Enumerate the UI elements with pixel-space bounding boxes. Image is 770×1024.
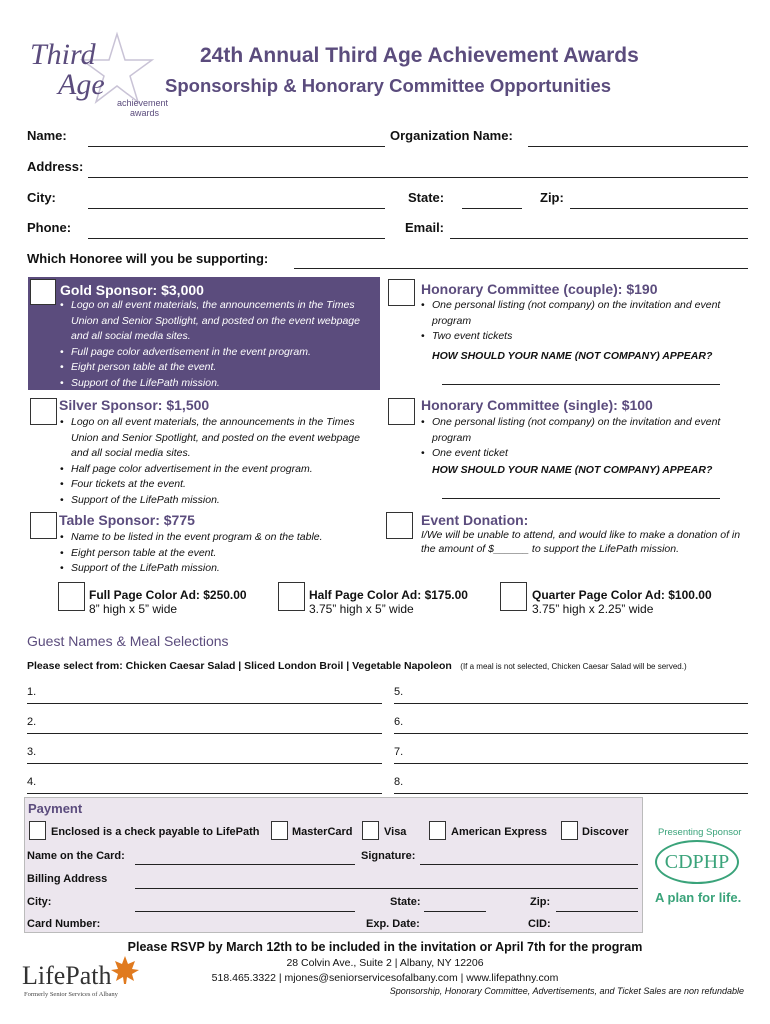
list-item: • Eight person table at the event. — [60, 546, 380, 562]
donation-checkbox[interactable] — [386, 512, 413, 539]
donation-title: Event Donation: — [421, 512, 529, 528]
logo-awards: awards — [130, 108, 160, 118]
address-label: Address: — [27, 159, 84, 174]
org-field[interactable] — [528, 146, 748, 147]
pay-state-label: State: — [390, 896, 421, 908]
signature-label: Signature: — [361, 850, 416, 862]
guest-number: 7. — [394, 746, 404, 758]
guest-6-field[interactable] — [394, 733, 748, 734]
mastercard-checkbox[interactable] — [271, 821, 288, 840]
silver-benefits — [60, 415, 380, 508]
zip-field[interactable] — [570, 208, 748, 209]
pay-city-field[interactable] — [135, 911, 355, 912]
guest-8-field[interactable] — [394, 793, 748, 794]
guest-number: 4. — [27, 776, 37, 788]
address-field[interactable] — [88, 177, 748, 178]
hon-couple-benefits — [421, 298, 746, 345]
half-page-ad-size: 3.75” high x 5” wide — [309, 602, 414, 616]
hon-couple-title: Honorary Committee (couple): $190 — [421, 281, 658, 297]
table-title: Table Sponsor: $775 — [59, 512, 195, 528]
discover-checkbox[interactable] — [561, 821, 578, 840]
list-item: • Support of the LifePath mission. — [60, 376, 378, 392]
name-field[interactable] — [88, 146, 385, 147]
guest-5-field[interactable] — [394, 703, 748, 704]
cdphp-logo-text: CDPHP — [664, 850, 730, 873]
name-on-card-label: Name on the Card: — [27, 850, 125, 862]
payment-panel — [24, 797, 643, 933]
phone-field[interactable] — [88, 238, 385, 239]
lifepath-logo-text: LifePath — [22, 961, 112, 990]
phone-label: Phone: — [27, 220, 72, 235]
rsvp-text: Please RSVP by March 12th to be included in the invitation or April 7th for the program — [127, 940, 643, 954]
gold-benefits — [60, 298, 378, 391]
guest-2-field[interactable] — [27, 733, 382, 734]
list-item: • One personal listing (not company) on the invitation and event program — [421, 415, 751, 446]
presenting-sponsor-label: Presenting Sponsor — [658, 827, 742, 838]
amex-label: American Express — [451, 826, 547, 838]
footer-contact: 518.465.3322 | mjones@seniorservicesofalbany.com | www.lifepathny.com — [211, 972, 559, 984]
check-checkbox[interactable] — [29, 821, 46, 840]
quarter-page-ad-size: 3.75” high x 2.25” wide — [532, 602, 654, 616]
guest-number: 1. — [27, 686, 37, 698]
visa-checkbox[interactable] — [362, 821, 379, 840]
list-item: • Four tickets at the event. — [60, 477, 380, 493]
guest-number: 5. — [394, 686, 404, 698]
silver-title: Silver Sponsor: $1,500 — [59, 397, 210, 413]
lifepath-logo-sub: Formerly Senior Services of Albany — [24, 991, 118, 998]
city-field[interactable] — [88, 208, 385, 209]
logo-achievement: achievement — [117, 98, 169, 108]
table-checkbox[interactable] — [30, 512, 57, 539]
full-page-ad-size: 8” high x 5” wide — [89, 602, 178, 616]
org-label: Organization Name: — [390, 128, 513, 143]
hon-couple-checkbox[interactable] — [388, 279, 415, 306]
hon-single-checkbox[interactable] — [388, 398, 415, 425]
logo-third: Third — [30, 38, 96, 71]
list-item: • Name to be listed in the event program & on the table. — [60, 530, 380, 546]
billing-label: Billing Address — [27, 873, 108, 885]
cdphp-tagline: A plan for life. — [655, 890, 742, 905]
name-on-card-field[interactable] — [135, 864, 355, 865]
list-item: • Support of the LifePath mission. — [60, 561, 380, 577]
email-field[interactable] — [450, 238, 748, 239]
visa-label: Visa — [384, 826, 407, 838]
quarter-page-ad-checkbox[interactable] — [500, 582, 527, 611]
guest-3-field[interactable] — [27, 763, 382, 764]
guest-number: 2. — [27, 716, 37, 728]
state-field[interactable] — [462, 208, 522, 209]
amex-checkbox[interactable] — [429, 821, 446, 840]
refund-note: Sponsorship, Honorary Committee, Advertisements, and Ticket Sales are non refundable — [389, 986, 744, 996]
page-title: 24th Annual Third Age Achievement Awards — [200, 44, 639, 67]
hon-single-title: Honorary Committee (single): $100 — [421, 397, 653, 413]
name-label: Name: — [27, 128, 67, 143]
list-item: • Logo on all event materials, the announcements in the Times Union and Senior Spotlight, and posted on the event webpage and all social media sites. — [60, 298, 378, 345]
cid-label: CID: — [528, 918, 551, 930]
list-item: • Support of the LifePath mission. — [60, 493, 380, 509]
third-age-logo — [22, 30, 169, 120]
guest-number: 6. — [394, 716, 404, 728]
honoree-field[interactable] — [294, 268, 748, 269]
list-item: • Full page color advertisement in the event program. — [60, 345, 378, 361]
pay-zip-field[interactable] — [556, 911, 638, 912]
email-label: Email: — [405, 220, 445, 235]
hon-single-question: HOW SHOULD YOUR NAME (NOT COMPANY) APPEAR? — [432, 464, 713, 476]
card-number-label: Card Number: — [27, 918, 101, 930]
guest-7-field[interactable] — [394, 763, 748, 764]
guests-instruction — [27, 656, 687, 674]
hon-couple-name-field[interactable] — [442, 384, 720, 385]
exp-date-label: Exp. Date: — [366, 918, 420, 930]
signature-field[interactable] — [420, 864, 638, 865]
gold-checkbox[interactable] — [30, 279, 56, 305]
honoree-label: Which Honoree will you be supporting: — [27, 251, 269, 266]
logo-age: Age — [58, 68, 105, 101]
guest-1-field[interactable] — [27, 703, 382, 704]
billing-address-field[interactable] — [135, 888, 638, 889]
full-page-ad-title: Full Page Color Ad: $250.00 — [89, 588, 247, 602]
zip-label: Zip: — [540, 190, 564, 205]
list-item: • Two event tickets — [421, 329, 746, 345]
gold-title: Gold Sponsor: $3,000 — [60, 282, 204, 298]
full-page-ad-checkbox[interactable] — [58, 582, 85, 611]
pay-city-label: City: — [27, 896, 52, 908]
hon-single-name-field[interactable] — [442, 498, 720, 499]
cdphp-logo — [655, 840, 739, 884]
meal-options: Please select from: Chicken Caesar Salad | Sliced London Broil | Vegetable Napoleon — [27, 660, 452, 672]
meal-note: (If a meal is not selected, Chicken Caesar Salad will be served.) — [460, 662, 687, 671]
guest-4-field[interactable] — [27, 793, 382, 794]
list-item: • Logo on all event materials, the announcements in the Times Union and Senior Spotlight, and posted on the event webpage and all social media sites. — [60, 415, 380, 462]
payment-title: Payment — [28, 801, 83, 816]
list-item: • One personal listing (not company) on the invitation and event program — [421, 298, 746, 329]
quarter-page-ad-title: Quarter Page Color Ad: $100.00 — [532, 588, 712, 602]
discover-label: Discover — [582, 826, 629, 838]
guests-title: Guest Names & Meal Selections — [27, 633, 229, 649]
half-page-ad-checkbox[interactable] — [278, 582, 305, 611]
check-label: Enclosed is a check payable to LifePath — [51, 826, 260, 838]
table-benefits — [60, 530, 380, 577]
guest-number: 3. — [27, 746, 37, 758]
pay-zip-label: Zip: — [530, 896, 551, 908]
guest-number: 8. — [394, 776, 404, 788]
donation-text: I/We will be unable to attend, and would like to make a donation of in the amount of $______ to support the LifePath mission. — [421, 529, 741, 555]
list-item: • One event ticket — [421, 446, 751, 462]
silver-checkbox[interactable] — [30, 398, 57, 425]
hon-couple-question: HOW SHOULD YOUR NAME (NOT COMPANY) APPEAR? — [432, 350, 713, 362]
mastercard-label: MasterCard — [292, 826, 353, 838]
pay-state-field[interactable] — [424, 911, 486, 912]
footer-address: 28 Colvin Ave., Suite 2 | Albany, NY 12206 — [286, 957, 484, 969]
hon-single-benefits — [421, 415, 751, 462]
page-subtitle: Sponsorship & Honorary Committee Opportunities — [165, 75, 612, 96]
city-label: City: — [27, 190, 56, 205]
half-page-ad-title: Half Page Color Ad: $175.00 — [309, 588, 468, 602]
list-item: • Half page color advertisement in the event program. — [60, 462, 380, 478]
list-item: • Eight person table at the event. — [60, 360, 378, 376]
state-label: State: — [408, 190, 445, 205]
